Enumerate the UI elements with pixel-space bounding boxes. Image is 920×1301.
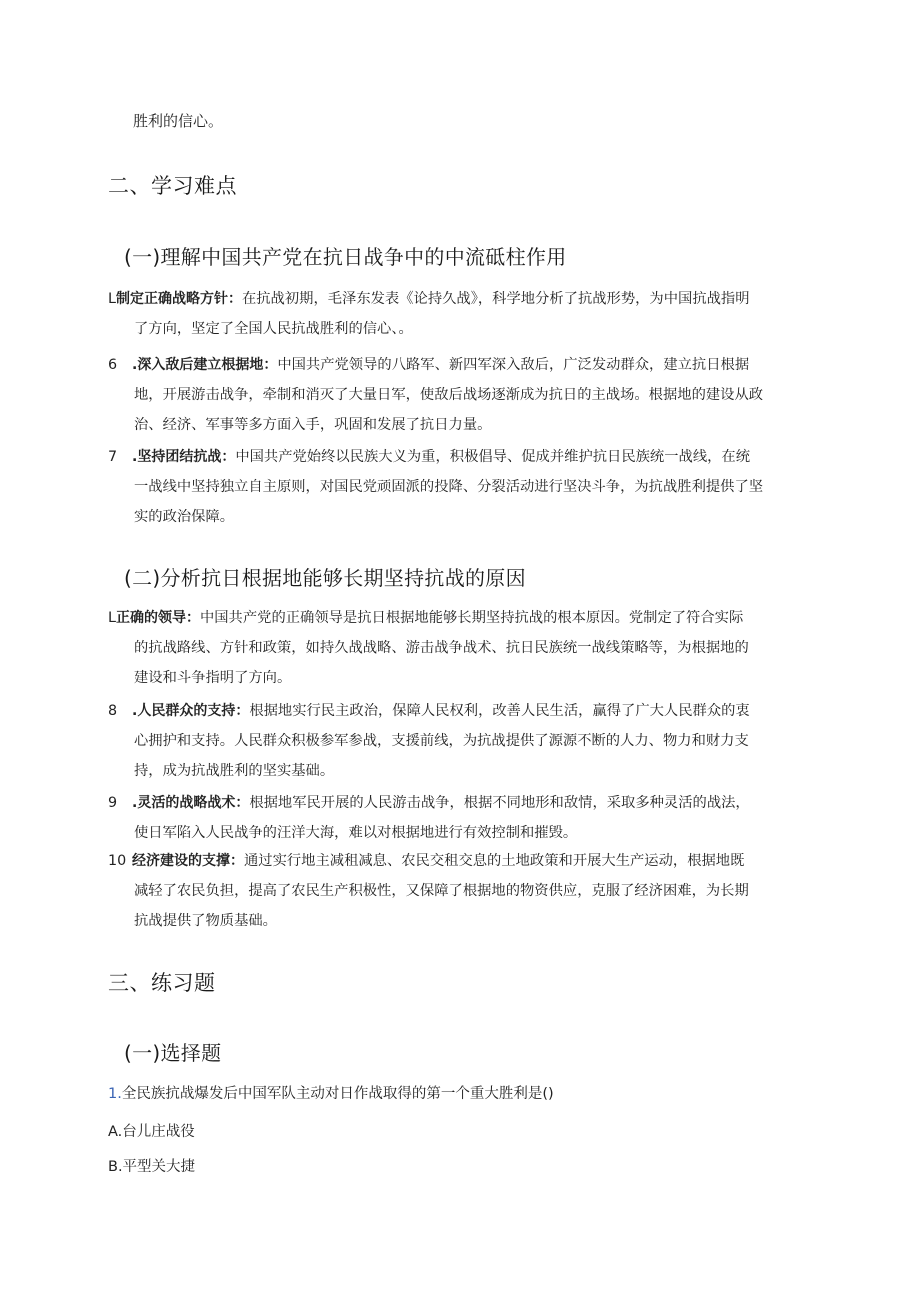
subsection-2-2-title: (二)分析抗日根据地能够长期坚持抗战的原因 [124,566,526,590]
item-heading: 正确的领导： [115,610,200,626]
item-number: 8 [108,703,118,719]
item-text: 一战线中坚持独立自主原则，对国民党顽固派的投降、分裂活动进行坚决斗争，为抗战胜利提供了坚 [134,479,764,495]
subsection-3-1-title: (一)选择题 [124,1041,222,1065]
item-number: 6 [108,357,118,373]
item-text: 中国共产党始终以民族大义为重，积极倡导、促成并维护抗日民族统一战线，在统 [235,449,751,465]
item-text: 根据地实行民主政治，保障人民权利，改善人民生活，赢得了广大人民群众的衷 [249,703,750,719]
item-text: 实的政治保障。 [134,509,235,525]
list-item [108,846,818,936]
item-text: 在抗战初期，毛泽东发表《论持久战》，科学地分析了抗战形势，为中国抗战指明 [241,291,750,307]
item-heading: 制定正确战略方针： [115,291,242,307]
subsection-2-1-title: (一)理解中国共产党在抗日战争中的中流砥柱作用 [124,245,567,269]
item-text: 的抗战路线、方针和政策，如持久战战略、游击战争战术、抗日民族统一战线策略等，为根据地的 [134,640,749,656]
section-3-title: 三、练习题 [108,971,216,995]
item-number: L [108,291,116,307]
item-heading: 经济建设的支撑： [132,853,244,869]
option-a: A.台儿庄战役 [108,1124,195,1140]
item-text: 了方向，坚定了全国人民抗战胜利的信心、。 [134,321,413,337]
item-text: 减轻了农民负担，提高了农民生产积极性，又保障了根据地的物资供应，克服了经济困难，为长期 [134,883,749,899]
item-text: 根据地军民开展的人民游击战争，根据不同地形和敌情，采取多种灵活的战法， [249,795,750,811]
item-heading: .深入敌后建立根据地： [132,357,278,373]
continuation-text: 胜利的信心。 [133,112,224,130]
list-item [108,788,818,848]
item-text: 使日军陷入人民战争的汪洋大海，难以对根据地进行有效控制和摧毁。 [134,825,578,841]
list-item [108,603,818,693]
item-text: 地，开展游击战争，牵制和消灭了大量日军，使敌后战场逐渐成为抗日的主战场。根据地的建设从政 [134,387,764,403]
item-text: 抗战提供了物质基础。 [134,913,277,929]
item-heading: .人民群众的支持： [132,703,250,719]
item-number: 7 [108,449,118,465]
item-text: 通过实行地主减租减息、农民交租交息的土地政策和开展大生产运动，根据地既 [244,853,745,869]
question-number: 1. [108,1086,122,1102]
item-heading: .灵活的战略战术： [132,795,250,811]
item-text: 建设和斗争指明了方向。 [134,670,292,686]
list-item [108,696,818,786]
item-number: 10 [108,853,127,869]
item-text: 中国共产党领导的八路军、新四军深入敌后，广泛发动群众，建立抗日根据 [277,357,750,373]
list-item [108,442,818,532]
list-item [108,284,818,344]
list-item [108,350,818,440]
item-heading: .坚持团结抗战： [132,449,236,465]
item-text: 治、经济、军事等多方面入手，巩固和发展了抗日力量。 [134,417,492,433]
section-2-title: 二、学习难点 [108,174,237,198]
option-b: B.平型关大捷 [108,1159,196,1175]
item-text: 持，成为抗战胜利的坚实基础。 [134,763,335,779]
question-text: 全民族抗战爆发后中国军队主动对日作战取得的第一个重大胜利是() [121,1086,554,1102]
question [108,1080,554,1108]
item-text: 心拥护和支持。人民群众积极参军参战，支援前线，为抗战提供了源源不断的人力、物力和财力支 [134,733,749,749]
item-text: 中国共产党的正确领导是抗日根据地能够长期坚持抗战的根本原因。党制定了符合实际 [199,610,744,626]
item-number: 9 [108,795,118,811]
item-number: L [108,610,116,626]
